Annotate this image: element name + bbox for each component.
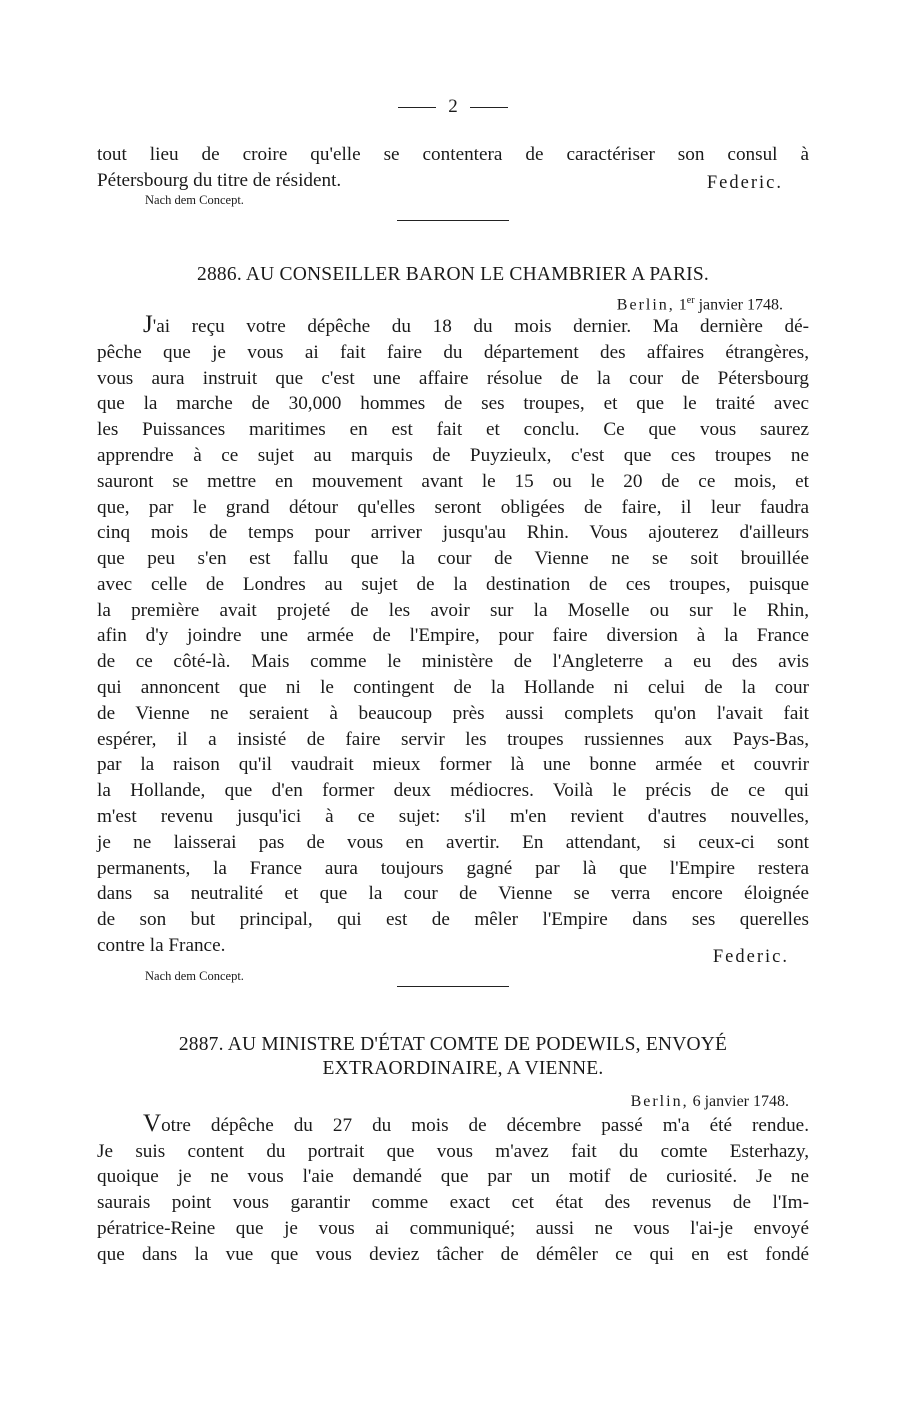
signature: Federic. xyxy=(712,946,789,967)
text-line: la première avait projeté de les avoir sur la Moselle ou sur le Rhin, xyxy=(97,599,809,621)
header-dash-left xyxy=(398,107,436,108)
letter-title: AU CONSEILLER BARON LE CHAMBRIER A PARIS. xyxy=(245,263,709,285)
text-line xyxy=(97,1109,809,1139)
signature: Federic. xyxy=(706,172,783,193)
text-line: de son but principal, qui est de mêler l'Empire dans ses querelles xyxy=(97,909,809,931)
dateline-place: Berlin, xyxy=(630,1092,689,1110)
text-line: saurais point vous garantir comme exact cet état des revenus de l'Im- xyxy=(97,1192,809,1214)
text-line: afin d'y joindre une armée de l'Empire, pour faire diversion à la France xyxy=(97,625,809,647)
header-dash-right xyxy=(470,107,508,108)
text-line: Je suis content du portrait que vous m'avez fait du comte Esterhazy, xyxy=(97,1140,809,1162)
text-line: de ce côté-là. Mais comme le ministère de l'Angleterre a eu des avis xyxy=(97,651,809,673)
text-line: avec celle de Londres au sujet de la destination de ces troupes, puisque xyxy=(97,573,809,595)
dateline-superscript: er xyxy=(686,294,695,306)
text-line: apprendre à ce sujet au marquis de Puyzieulx, c'est que ces troupes ne xyxy=(97,444,809,466)
first-line-text: otre dépêche du 27 du mois de décembre passé m'a été rendue. xyxy=(161,1114,809,1136)
text-line: les Puissances maritimes en est fait et conclu. Ce que vous saurez xyxy=(97,419,809,441)
text-line: pêche que je vous ai fait faire du département des affaires étrangères, xyxy=(97,341,809,363)
text-line: tout lieu de croire qu'elle se contentera de caractériser son consul à xyxy=(97,144,809,165)
dateline-rest: 6 janvier 1748. xyxy=(692,1092,789,1110)
text-line xyxy=(97,310,809,340)
letter-heading xyxy=(97,1033,809,1057)
text-line: pératrice-Reine que je vous ai communiqué; aussi ne vous l'ai-je envoyé xyxy=(97,1218,809,1240)
text-line: permanents, la France aura toujours gagné par là que l'Empire restera xyxy=(97,857,809,879)
letter-body xyxy=(97,310,809,959)
text-line: cinq mois de temps pour arriver jusqu'au Rhin. Vous ajouterez d'ailleurs xyxy=(97,522,809,544)
text-line: que, par le grand détour qu'elles seront obligées de faire, il leur faudra xyxy=(97,496,809,518)
text-line: que peu s'en est fallu que la cour de Vienne ne se soit brouillée xyxy=(97,548,809,570)
first-line-text: 'ai reçu votre dépêche du 18 du mois dernier. Ma dernière dé- xyxy=(152,315,809,337)
letter-heading xyxy=(97,263,809,287)
document-page xyxy=(97,92,809,1268)
text-line: quoique je ne vous l'aie demandé que par un motif de curiosité. Je ne xyxy=(97,1166,809,1188)
dateline-day: 1 xyxy=(678,295,687,313)
text-line: que dans la vue que vous deviez tâcher de démêler ce qui en est fondé xyxy=(97,1243,809,1265)
text-line: que la marche de 30,000 hommes de ses troupes, et que le traité avec xyxy=(97,393,809,415)
text-line: sauront se mettre en mouvement avant le 15 ou le 20 de ce mois, et xyxy=(97,470,809,492)
text-line: dans sa neutralité et que la cour de Vienne se verra encore éloignée xyxy=(97,883,809,905)
text-line: contre la France. xyxy=(97,935,226,957)
source-note: Nach dem Concept. xyxy=(145,968,244,983)
text-line: par la raison qu'il vaudrait mieux former là une bonne armée et couvrir xyxy=(97,754,809,776)
letter-body xyxy=(97,1109,809,1268)
letter-number: 2887. xyxy=(178,1033,224,1055)
text-line: espérer, il a insisté de faire servir les troupes russiennes aux Pays-Bas, xyxy=(97,728,809,750)
letter-title: AU MINISTRE D'ÉTAT COMTE DE PODEWILS, ENVOYÉ xyxy=(227,1033,728,1055)
section-divider xyxy=(397,220,509,221)
text-line: qui annoncent que ni le contingent de la Hollande ni celui de la cour xyxy=(97,677,809,699)
signature-row xyxy=(97,941,809,965)
text-line: Pétersbourg du titre de résident. xyxy=(97,169,342,191)
section-divider xyxy=(397,986,509,987)
dateline-rest: janvier 1748. xyxy=(698,295,783,313)
source-note: Nach dem Concept. xyxy=(145,192,244,207)
dateline-place: Berlin, xyxy=(616,295,675,313)
initial-letter: V xyxy=(143,1109,162,1137)
dateline xyxy=(97,295,809,314)
letter-number: 2886. xyxy=(197,263,242,285)
text-line: je ne laisserai pas de vous en avertir. En attendant, si ceux-ci sont xyxy=(97,831,809,853)
page-number-header xyxy=(97,92,809,122)
text-line: la Hollande, que d'en former deux médiocres. Voilà le précis de ce qui xyxy=(97,780,809,802)
initial-letter: J xyxy=(143,310,153,338)
page-number: 2 xyxy=(448,96,458,117)
dateline xyxy=(97,1093,809,1111)
text-line: m'est revenu jusqu'ici à ce sujet: s'il m'en revient d'autres nouvelles, xyxy=(97,806,809,828)
signature-row xyxy=(97,170,809,200)
letter-heading-continued: EXTRAORDINAIRE, A VIENNE. xyxy=(322,1057,604,1079)
text-line: vous aura instruit que c'est une affaire résolue de la cour de Pétersbourg xyxy=(97,367,809,389)
text-line: de Vienne ne seraient à beaucoup près aussi complets qu'on l'avait fait xyxy=(97,702,809,724)
